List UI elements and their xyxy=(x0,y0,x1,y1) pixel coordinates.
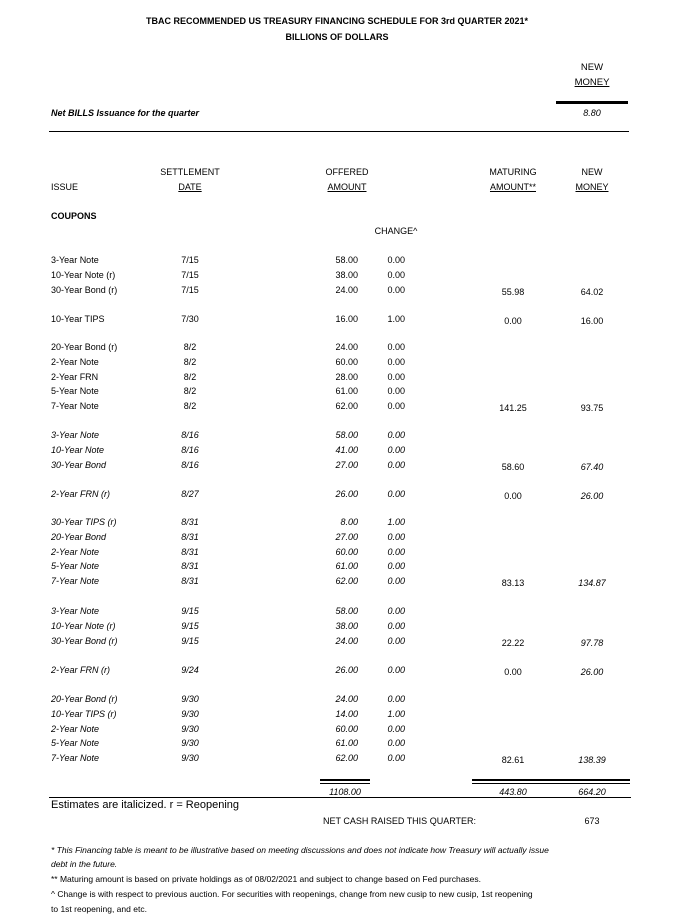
settlement-date: 7/15 xyxy=(181,269,199,280)
settlement-date: 7/15 xyxy=(181,255,199,265)
offered-amount: 27.00 xyxy=(335,459,358,470)
settlement-date: 9/15 xyxy=(181,620,199,631)
issue-name: 30-Year Bond xyxy=(51,459,107,470)
new-money-amount: 134.87 xyxy=(578,578,606,588)
settlement-date: 8/2 xyxy=(183,401,197,411)
offered-amount: 61.00 xyxy=(335,386,358,397)
maturing-amount: 55.98 xyxy=(501,286,525,297)
offered-amount: 14.00 xyxy=(335,708,358,719)
offered-amount: 60.00 xyxy=(335,723,358,734)
new-money-amount: 16.00 xyxy=(580,316,604,326)
issue-name: 20-Year Bond (r) xyxy=(51,694,118,704)
settlement-date: 8/2 xyxy=(183,371,197,382)
settlement-date: 8/16 xyxy=(181,444,199,455)
offered-amount: 26.00 xyxy=(335,489,358,499)
change-value: 0.00 xyxy=(387,531,405,542)
col-issue: ISSUE xyxy=(51,182,79,192)
change-value: 0.00 xyxy=(387,546,405,557)
coupons-label: COUPONS xyxy=(51,211,97,221)
totals-bottom-line xyxy=(49,797,631,798)
change-value: 0.00 xyxy=(387,401,405,411)
bills-header-rule xyxy=(556,101,628,104)
offered-amount: 58.00 xyxy=(335,255,358,265)
settlement-date: 9/24 xyxy=(181,665,199,675)
issue-name: 2-Year Note xyxy=(51,723,100,734)
offered-amount: 27.00 xyxy=(335,531,358,542)
settlement-date: 9/30 xyxy=(181,723,199,734)
offered-total-rule-top xyxy=(320,779,370,781)
change-value: 0.00 xyxy=(387,269,405,280)
settlement-date: 7/30 xyxy=(181,314,199,324)
offered-amount: 38.00 xyxy=(335,620,358,631)
offered-amount: 61.00 xyxy=(335,561,358,572)
issue-name: 30-Year TIPS (r) xyxy=(51,517,117,527)
change-value: 0.00 xyxy=(387,665,405,675)
issue-name: 2-Year Note xyxy=(51,546,100,557)
change-value: 0.00 xyxy=(387,255,405,265)
settlement-date: 8/27 xyxy=(181,489,199,499)
settlement-date: 8/31 xyxy=(181,546,199,557)
change-value: 0.00 xyxy=(387,371,405,382)
col-settlement-1: SETTLEMENT xyxy=(160,167,220,177)
change-value: 0.00 xyxy=(387,606,405,616)
change-value: 0.00 xyxy=(387,459,405,470)
change-value: 1.00 xyxy=(387,708,405,719)
offered-amount: 24.00 xyxy=(335,342,358,352)
issue-name: 30-Year Bond (r) xyxy=(51,635,118,646)
settlement-date: 8/31 xyxy=(181,561,199,572)
issue-name: 3-Year Note xyxy=(51,255,99,265)
settlement-date: 9/15 xyxy=(181,606,199,616)
offered-amount: 24.00 xyxy=(335,635,358,646)
issue-name: 20-Year Bond xyxy=(51,531,107,542)
issue-name: 20-Year Bond (r) xyxy=(51,342,118,352)
net-cash-label: NET CASH RAISED THIS QUARTER: xyxy=(323,816,477,826)
settlement-date: 8/16 xyxy=(181,430,199,440)
offered-amount: 24.00 xyxy=(335,284,358,295)
change-value: 0.00 xyxy=(387,753,405,763)
maturing-amount: 22.22 xyxy=(501,637,525,648)
issue-name: 10-Year Note xyxy=(51,444,105,455)
issue-name: 2-Year FRN xyxy=(51,371,99,382)
issue-name: 3-Year Note xyxy=(51,606,100,616)
col-maturing-1: MATURING xyxy=(489,167,537,177)
issue-name: 2-Year FRN (r) xyxy=(51,489,111,499)
change-value: 0.00 xyxy=(387,561,405,572)
change-value: 0.00 xyxy=(387,444,405,455)
footnote-1-line-2: debt in the future. xyxy=(51,859,118,869)
issue-name: 7-Year Note xyxy=(51,753,100,763)
new-money-amount: 138.39 xyxy=(578,755,606,765)
change-value: 0.00 xyxy=(387,430,405,440)
change-value: 0.00 xyxy=(387,635,405,646)
total-maturing: 443.80 xyxy=(499,787,527,797)
issue-name: 2-Year FRN (r) xyxy=(51,665,111,675)
change-value: 0.00 xyxy=(387,489,405,499)
issue-name: 2-Year Note xyxy=(51,356,99,367)
new-money-amount: 67.40 xyxy=(580,461,604,472)
offered-amount: 24.00 xyxy=(335,694,358,704)
new-money-amount: 26.00 xyxy=(580,491,604,501)
change-value: 0.00 xyxy=(387,356,405,367)
change-value: 0.00 xyxy=(387,723,405,734)
col-new-money-2: MONEY xyxy=(575,182,609,192)
maturing-amount: 83.13 xyxy=(501,578,525,588)
new-money-amount: 93.75 xyxy=(580,403,604,413)
settlement-date: 8/16 xyxy=(181,459,199,470)
footnote-1-line-1: * This Financing table is meant to be illustrative based on meeting discussions and does not indicate how Treasury will actually issue xyxy=(51,845,549,855)
total-new-money: 664.20 xyxy=(578,787,606,797)
issue-name: 3-Year Note xyxy=(51,430,100,440)
maturing-amount: 0.00 xyxy=(504,667,522,677)
change-value: 0.00 xyxy=(387,576,405,586)
bills-label: Net BILLS Issuance for the quarter xyxy=(51,108,200,118)
bills-divider xyxy=(49,131,629,132)
change-value: 1.00 xyxy=(387,314,405,324)
settlement-date: 9/15 xyxy=(181,635,199,646)
change-value: 0.00 xyxy=(387,620,405,631)
offered-amount: 16.00 xyxy=(335,314,358,324)
offered-amount: 58.00 xyxy=(335,606,358,616)
change-value: 0.00 xyxy=(387,694,405,704)
settlement-date: 8/2 xyxy=(183,342,197,352)
page-title: TBAC RECOMMENDED US TREASURY FINANCING SCHEDULE FOR 3rd QUARTER 2021* xyxy=(145,16,529,26)
settlement-date: 9/30 xyxy=(181,738,199,749)
settlement-date: 8/2 xyxy=(183,356,197,367)
settlement-date: 8/31 xyxy=(181,576,199,586)
total-offered: 1108.00 xyxy=(329,787,361,797)
offered-amount: 60.00 xyxy=(335,356,358,367)
settlement-date: 8/31 xyxy=(181,517,199,527)
col-offered-1: OFFERED xyxy=(325,167,369,177)
totals-rule-top xyxy=(472,779,630,781)
change-value: 1.00 xyxy=(387,517,405,527)
offered-total-rule-bottom xyxy=(320,783,370,784)
issue-name: 30-Year Bond (r) xyxy=(51,284,118,295)
issue-name: 5-Year Note xyxy=(51,386,99,397)
bills-new-money-header-2: MONEY xyxy=(574,77,610,88)
col-new-money-1: NEW xyxy=(581,167,603,177)
net-cash-value: 673 xyxy=(584,816,600,826)
settlement-date: 9/30 xyxy=(181,708,199,719)
offered-amount: 28.00 xyxy=(335,371,358,382)
settlement-date: 7/15 xyxy=(181,284,199,295)
maturing-amount: 141.25 xyxy=(499,403,527,413)
offered-amount: 58.00 xyxy=(335,430,358,440)
issue-name: 10-Year Note (r) xyxy=(51,620,116,631)
maturing-amount: 0.00 xyxy=(504,491,522,501)
change-value: 0.00 xyxy=(387,342,405,352)
bills-new-money-header-1: NEW xyxy=(580,62,604,73)
settlement-date: 9/30 xyxy=(181,694,199,704)
offered-amount: 62.00 xyxy=(335,576,358,586)
maturing-amount: 58.60 xyxy=(501,461,525,472)
offered-amount: 61.00 xyxy=(335,738,358,749)
settlement-date: 9/30 xyxy=(181,753,199,763)
bills-value: 8.80 xyxy=(583,108,601,118)
page-subtitle: BILLIONS OF DOLLARS xyxy=(285,32,389,42)
change-value: 0.00 xyxy=(387,386,405,397)
settlement-date: 8/2 xyxy=(183,386,197,397)
offered-amount: 62.00 xyxy=(335,753,358,763)
col-maturing-2: AMOUNT** xyxy=(489,182,536,192)
issue-name: 10-Year TIPS xyxy=(51,314,105,324)
maturing-amount: 0.00 xyxy=(504,316,522,326)
footnote-3-line-1: ^ Change is with respect to previous auction. For securities with reopenings, change from new cusip to new cusip, 1st reopening xyxy=(51,889,533,899)
issue-name: 10-Year Note (r) xyxy=(51,269,116,280)
issue-name: 7-Year Note xyxy=(51,401,99,411)
offered-amount: 60.00 xyxy=(335,546,358,557)
new-money-amount: 26.00 xyxy=(580,667,604,677)
footnote-2: ** Maturing amount is based on private holdings as of 08/02/2021 and subject to change based on Fed purchases. xyxy=(51,874,482,884)
totals-rule-bottom xyxy=(472,783,630,784)
issue-name: 7-Year Note xyxy=(51,576,100,586)
offered-amount: 26.00 xyxy=(335,665,358,675)
change-value: 0.00 xyxy=(387,284,405,295)
col-change: CHANGE^ xyxy=(374,226,418,236)
issue-name: 10-Year TIPS (r) xyxy=(51,708,117,719)
maturing-amount: 82.61 xyxy=(501,755,525,765)
offered-amount: 8.00 xyxy=(340,517,358,527)
offered-amount: 62.00 xyxy=(335,401,358,411)
new-money-amount: 97.78 xyxy=(580,637,604,648)
change-value: 0.00 xyxy=(387,738,405,749)
estimates-note: Estimates are italicized. r = Reopening xyxy=(51,799,240,811)
settlement-date: 8/31 xyxy=(181,531,199,542)
col-settlement-2: DATE xyxy=(178,182,202,192)
new-money-amount: 64.02 xyxy=(580,286,604,297)
footnote-3-line-2: to 1st reopening, and etc. xyxy=(51,904,147,914)
issue-name: 5-Year Note xyxy=(51,561,100,572)
col-offered-2: AMOUNT xyxy=(327,182,367,192)
issue-name: 5-Year Note xyxy=(51,738,100,749)
offered-amount: 38.00 xyxy=(335,269,358,280)
offered-amount: 41.00 xyxy=(335,444,358,455)
